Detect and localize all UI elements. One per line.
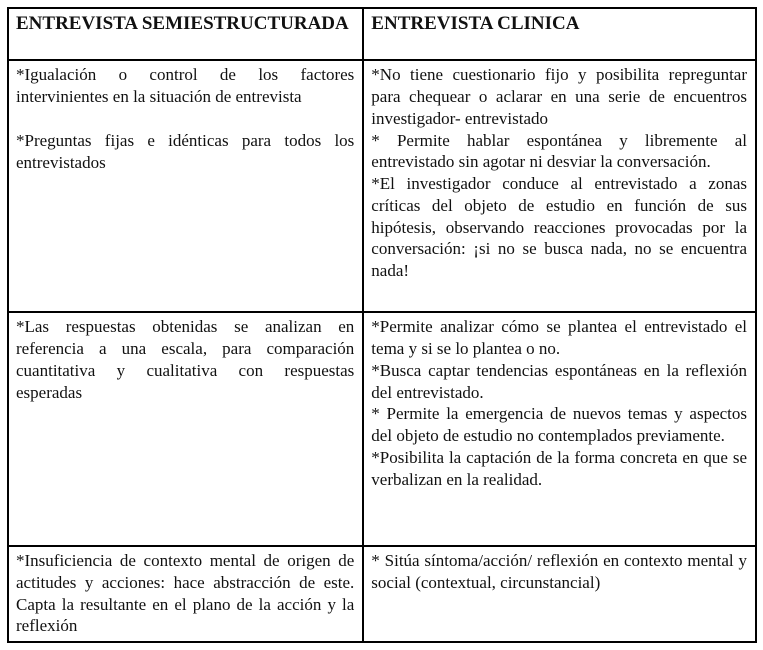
- cell-paragraph: *No tiene cuestionario fijo y posibilita repreguntar para chequear o aclarar en una serie de encuentros investigador- entrevistado: [371, 65, 747, 128]
- cell-paragraph: *Las respuestas obtenidas se analizan en referencia a una escala, para comparación cuantitativa y cualitativa con respuestas esperadas: [16, 317, 355, 402]
- cell-clinica-row3: [363, 546, 756, 642]
- cell-semiestructurada-row3: [8, 546, 363, 642]
- cell-paragraph: * Sitúa síntoma/acción/ reflexión en contexto mental y social (contextual, circunstancial): [371, 551, 747, 592]
- header-entrevista-clinica: ENTREVISTA CLINICA: [363, 8, 756, 60]
- cell-paragraph: * Permite hablar espontánea y libremente al entrevistado sin agotar ni desviar la conversación.: [371, 130, 747, 172]
- cell-paragraph: *Igualación o control de los factores intervinientes en la situación de entrevista: [16, 65, 355, 107]
- cell-paragraph: *Insuficiencia de contexto mental de origen de actitudes y acciones: hace abstracción de este. Capta la resultante en el plano de la acción y la reflexión: [16, 551, 355, 636]
- cell-semiestructurada-row2: [8, 312, 363, 546]
- table-row: [8, 60, 756, 312]
- table-header-row: [8, 8, 756, 60]
- cell-paragraph: *Posibilita la captación de la forma concreta en que se verbalizan en la realidad.: [371, 447, 747, 489]
- table-row: [8, 312, 756, 546]
- cell-semiestructurada-row1: [8, 60, 363, 312]
- cell-paragraph: * Permite la emergencia de nuevos temas y aspectos del objeto de estudio no contemplados previamente.: [371, 404, 747, 446]
- cell-paragraph: *Busca captar tendencias espontáneas en la reflexión del entrevistado.: [371, 360, 747, 402]
- header-entrevista-semiestructurada: ENTREVISTA SEMIESTRUCTURADA: [8, 8, 363, 60]
- cell-paragraph: *Permite analizar cómo se plantea el entrevistado el tema y si se lo plantea o no.: [371, 317, 747, 359]
- comparison-table: [7, 7, 757, 643]
- cell-paragraph: *El investigador conduce al entrevistado a zonas críticas del objeto de estudio en función de sus hipótesis, observando reacciones provocadas por la conversación: ¡si no se busca nada, no se encuentra nada!: [371, 174, 747, 281]
- cell-clinica-row2: [363, 312, 756, 546]
- cell-clinica-row1: [363, 60, 756, 312]
- table-row: [8, 546, 756, 642]
- cell-paragraph: *Preguntas fijas e idénticas para todos los entrevistados: [16, 130, 355, 172]
